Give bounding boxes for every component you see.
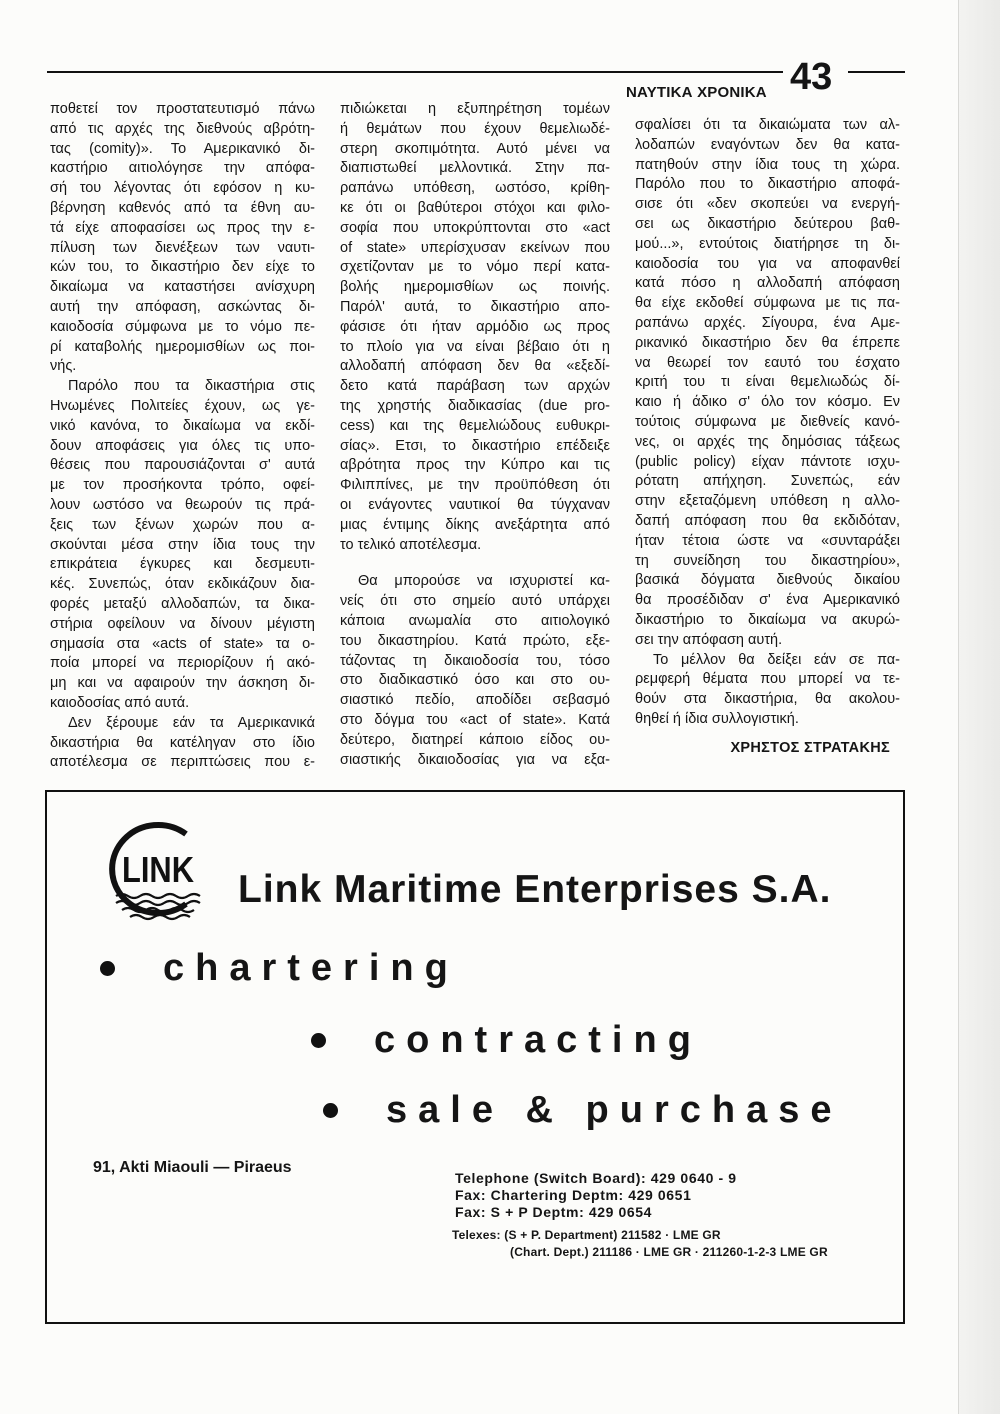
text-line: στήρια οφείλουν να δίνουν μέγιστη (50, 615, 315, 632)
text-line: ξεις των ξένων χωρών που α- (50, 516, 315, 533)
text-line: σει την απόφαση αυτή. (635, 631, 783, 648)
bullet-icon (100, 961, 115, 976)
text-line: στο δόγμα του «act of state». Κατά (340, 711, 610, 728)
telex-line: (Chart. Dept.) 211186 · LME GR · 211260-1-2-3 LME GR (510, 1245, 828, 1259)
text-line: λοδαπών εναγόντων δεν θα κατα- (635, 136, 900, 153)
text-line: το πλοίο για να είναι βέβαιο ότι η (340, 338, 610, 355)
text-line: σισε ότι «δεν σκοπεύει να ενεργή- (635, 196, 900, 213)
text-line: νικό κανόνα, το δικαίωμα να εκδί- (50, 417, 315, 434)
text-line: Δεν ξέρουμε εάν τα Αμερικανικά (68, 714, 315, 731)
text-line: δικαστήριο το δικαίωμα να ακυρώ- (635, 611, 900, 628)
text-line: πιδιώκεται η εξυπηρέτηση τομέων (340, 101, 610, 117)
service-label: chartering (163, 947, 459, 989)
text-line: σιαστικό πεδίο, αποδίδει σεβασμό (340, 692, 610, 709)
text-line: βασικά δόγματα διεθνούς δικαίου (635, 572, 900, 589)
text-line: του δικαστηρίου. Κατά πρώτο, εξε- (340, 632, 610, 649)
text-line: στερη σκοπιμότητα. Αυτό μένει να (340, 140, 610, 157)
service-item (100, 946, 459, 990)
fax-chartering-line: Fax: Chartering Deptm: 429 0651 (455, 1187, 692, 1203)
text-line: κάποια ανωμαλία στο αιτιολογικό (340, 612, 610, 629)
text-line: ποθετεί τον προστατευτισμό πάνω (50, 101, 315, 117)
text-line: κε ότι οι βαθύτεροι στόχοι και φιλο- (340, 199, 610, 216)
service-item (323, 1088, 842, 1132)
text-line: θέσεις που παρουσιάζονται σ' αυτά (50, 457, 315, 474)
text-line: cess) και της θεμελιώδους ευθυκρι- (340, 417, 610, 434)
logo-lettering: LINK (122, 849, 194, 890)
header-rule-left (47, 71, 783, 73)
text-line: Ηνωμένες Πολιτείες έχουν, ως γε- (50, 397, 315, 414)
text-line: καιοδοσία του για να αποφανθεί (635, 255, 900, 272)
service-label: sale & purchase (386, 1089, 843, 1131)
text-line: πατηθούν στην ίδια τους τη χώρα. (635, 156, 900, 173)
text-line: να θεωρεί τον εαυτό του έσχατο (635, 354, 900, 371)
text-line: νείς ότι στο σημείο αυτό υπάρχει (340, 593, 610, 610)
text-line: θηθεί ή ίδια συλλογιστική. (635, 710, 799, 727)
text-line: ποία μπορεί να περιορίζουν ή ακό- (50, 655, 315, 672)
service-item (311, 1018, 702, 1062)
text-line: το τελικό αποτέλεσμα. (340, 536, 482, 553)
telephone-line: Telephone (Switch Board): 429 0640 - 9 (455, 1170, 737, 1186)
text-line: αβρότητα προς την Κύπρο και τις (340, 457, 610, 474)
text-line: τάζοντας τη δικαιοδοσία του, τόσο (340, 652, 610, 669)
text-line: φορές μεταξύ αλλοδαπών, τα δικα- (50, 595, 315, 612)
text-line: σκούνται μέσα στην ίδια τους την (50, 536, 315, 553)
text-line: ρί καταβολής ημερομισθίων ως ποι- (50, 338, 315, 355)
text-line: Το μέλλον θα δείξει εάν σε πα- (653, 651, 900, 668)
article-paragraph (635, 116, 900, 651)
scan-edge-shadow (958, 0, 1000, 1414)
text-line: αλλοδαπή απόφαση δεν θα «εξεδί- (340, 358, 610, 375)
text-line: αυτή την απόφαση, ασκώντας δι- (50, 298, 315, 315)
text-line: μιας έντιμης δίκης ανεξάρτητα από (340, 516, 610, 533)
text-line: καιοδοσία σύμφωνα με το νόμο πε- (50, 318, 315, 335)
text-line: επικράτεια έγκυρες και δεσμευτι- (50, 556, 315, 573)
text-line: σοφία που υποκρύπτονται στο «act (340, 219, 610, 236)
text-line: βέρνηση καθενός από τα έθνη αυ- (50, 199, 315, 216)
service-label: contracting (374, 1019, 702, 1061)
text-line: καστήριο αιτιολόγησε την απόφα- (50, 160, 315, 177)
text-line: σχετίζονταν με το νόμο περί κατα- (340, 259, 610, 276)
fax-sp-line: Fax: S + P Deptm: 429 0654 (455, 1204, 653, 1220)
article-column-1 (50, 100, 315, 773)
text-line: δετο κατά παράβαση των αρχών (340, 378, 610, 395)
company-name: Link Maritime Enterprises S.A. (238, 868, 832, 911)
text-line: Παρόλο που το δικαστήριο αποφά- (635, 176, 900, 193)
page-number: 43 (790, 56, 833, 98)
article-paragraph (635, 651, 900, 730)
text-line: τούτοις σύμφωνα με διεθνείς κανό- (635, 413, 900, 430)
bullet-icon (311, 1033, 326, 1048)
text-line: ρεμφερή θέματα που μπορεί να τε- (635, 671, 900, 688)
text-line: ρικανικό δικαστήριο δεν θα έπρεπε (635, 334, 900, 351)
text-line: μού...», εντούτοις διατήρησε τη δι- (635, 235, 900, 252)
article-column-2 (340, 100, 610, 770)
text-line: στην εξεταζόμενη υπόθεση η αλλο- (635, 493, 900, 510)
text-line: Παρόλ' αυτά, το δικαστήριο απο- (340, 298, 610, 315)
article-paragraph (340, 100, 610, 555)
text-line: τη συνείδηση του δικαστηρίου», (635, 552, 900, 569)
text-line: οι ενάγοντες ναυτικοί θα τύγχαναν (340, 496, 610, 513)
text-line: δικαστήρια θα κατέληγαν στο ίδιο (50, 734, 315, 751)
text-line: ραπάνω αρχές. Σίγουρα, ένα Αμε- (635, 314, 900, 331)
text-line: τά είχε αποφασίσει ως προς την ε- (50, 219, 315, 236)
text-line: σει ως δικαστήριο δεύτερου βαθ- (635, 215, 900, 232)
article-paragraph (50, 100, 315, 377)
magazine-title: ΝΑΥΤΙΚΑ ΧΡΟΝΙΚΑ (626, 84, 767, 101)
header-rule-right (848, 71, 905, 73)
contact-block (455, 1170, 737, 1221)
text-line: (public policy) είχαν πάντοτε ισχυ- (635, 453, 900, 470)
text-line: λουν ωστόσο να θεωρούν τις πρά- (50, 496, 315, 513)
text-line: αποτέλεσμα σε περιπτώσεις που ε- (50, 754, 315, 771)
text-line: βολής ημερομισθίων ως ποινής. (340, 279, 610, 296)
text-line: Παρόλο που τα δικαστήρια στις (68, 378, 315, 395)
text-line: ή θεμάτων που έχουν θεμελιωδέ- (340, 120, 610, 137)
advertisement-box (45, 790, 905, 1324)
text-line: καιοδοσίας από αυτά. (50, 694, 190, 711)
text-line: δικαίωμα να καταστήσει ανίσχυρη (50, 279, 315, 296)
text-line: δουν αποφάσεις για όλες τις υπο- (50, 437, 315, 454)
text-line: κατά πόσο η αλλοδαπή απόφαση (635, 275, 900, 292)
text-line: ραπάνω υπόθεση, ωστόσο, κρίθη- (340, 180, 610, 197)
text-line: τας (comity)». Το Αμερικανικό δι- (50, 140, 315, 157)
article-paragraph (340, 572, 610, 770)
bullet-icon (323, 1103, 338, 1118)
text-line: ρότατη απήχηση. Συνεπώς, εάν (635, 473, 900, 490)
text-line: νής. (50, 358, 77, 375)
text-line: νες, οι αρχές της δημόσιας τάξεως (635, 433, 900, 450)
text-line: θα είχε εκδοθεί σύμφωνα με τις πα- (635, 295, 900, 312)
text-line: διαπιστωθεί μελλοντικά. Στην πα- (340, 160, 610, 177)
text-line: φάσισε ότι ήταν αρμόδιο ως προς (340, 318, 610, 335)
text-line: Φιλιππίνες, με την προϋπόθεση ότι (340, 477, 610, 494)
text-line: με τον προσήκοντα τρόπο, οφεί- (50, 477, 315, 494)
text-line: πίλυση των διενέξεων των ναυτι- (50, 239, 315, 256)
text-line: δαπή απόφαση που θα εκδιδόταν, (635, 512, 900, 529)
text-line: of state» υπερίσχυσαν εκείνων που (340, 239, 610, 256)
text-line: στο διαδικαστικό όσο και στο ου- (340, 672, 610, 689)
text-line: καιο ή άδικο σ' όλο τον κόσμο. Εν (635, 394, 900, 411)
text-line: σφαλίσει ότι τα δικαιώματα των αλ- (635, 117, 900, 133)
text-line: θα προσέδιδαν σ' ένα Αμερικανικό (635, 592, 900, 609)
company-address: 91, Akti Miaouli — Piraeus (93, 1159, 292, 1176)
text-line: σίας». Ετσι, το δικαστήριο επέδειξε (340, 437, 610, 454)
text-line: σιαστικής δικαιοδοσίας για να εξα- (340, 751, 610, 768)
text-line: θούν στα δικαστήρια, θα ακολου- (635, 691, 900, 708)
text-line: της χρηστής διαδικασίας (due pro- (340, 397, 610, 414)
text-line: κών του, το δικαστήριο δεν είχε το (50, 259, 315, 276)
article-author: ΧΡΗΣΤΟΣ ΣΤΡΑΤΑΚΗΣ (730, 740, 890, 756)
text-line: μη και να αφαιρούν την άσκηση δι- (50, 675, 315, 692)
text-line: από τις αρχές της διεθνούς αβρότη- (50, 120, 315, 137)
article-paragraph (50, 714, 315, 773)
text-line: κριτή του τι είναι θεμελιωδώς δί- (635, 374, 900, 391)
article-column-3 (635, 116, 900, 730)
company-logo (98, 818, 218, 928)
telex-line: Telexes: (S + P. Department) 211582 · LME GR (452, 1228, 721, 1242)
text-line: σημασία στα «acts of state» τα ο- (50, 635, 315, 652)
text-line: δεύτερο, διατηρεί κάποιο είδος ου- (340, 731, 610, 748)
text-line: σή του λέγοντας ότι εφόσον η κυ- (50, 180, 315, 197)
text-line: Θα μπορούσε να ισχυριστεί κα- (358, 573, 610, 590)
text-line: ήταν τέτοια ώστε να «συνταράξει (635, 532, 900, 549)
article-paragraph (50, 377, 315, 714)
text-line: κές. Συνεπώς, όταν εκδικάζουν δια- (50, 576, 315, 593)
